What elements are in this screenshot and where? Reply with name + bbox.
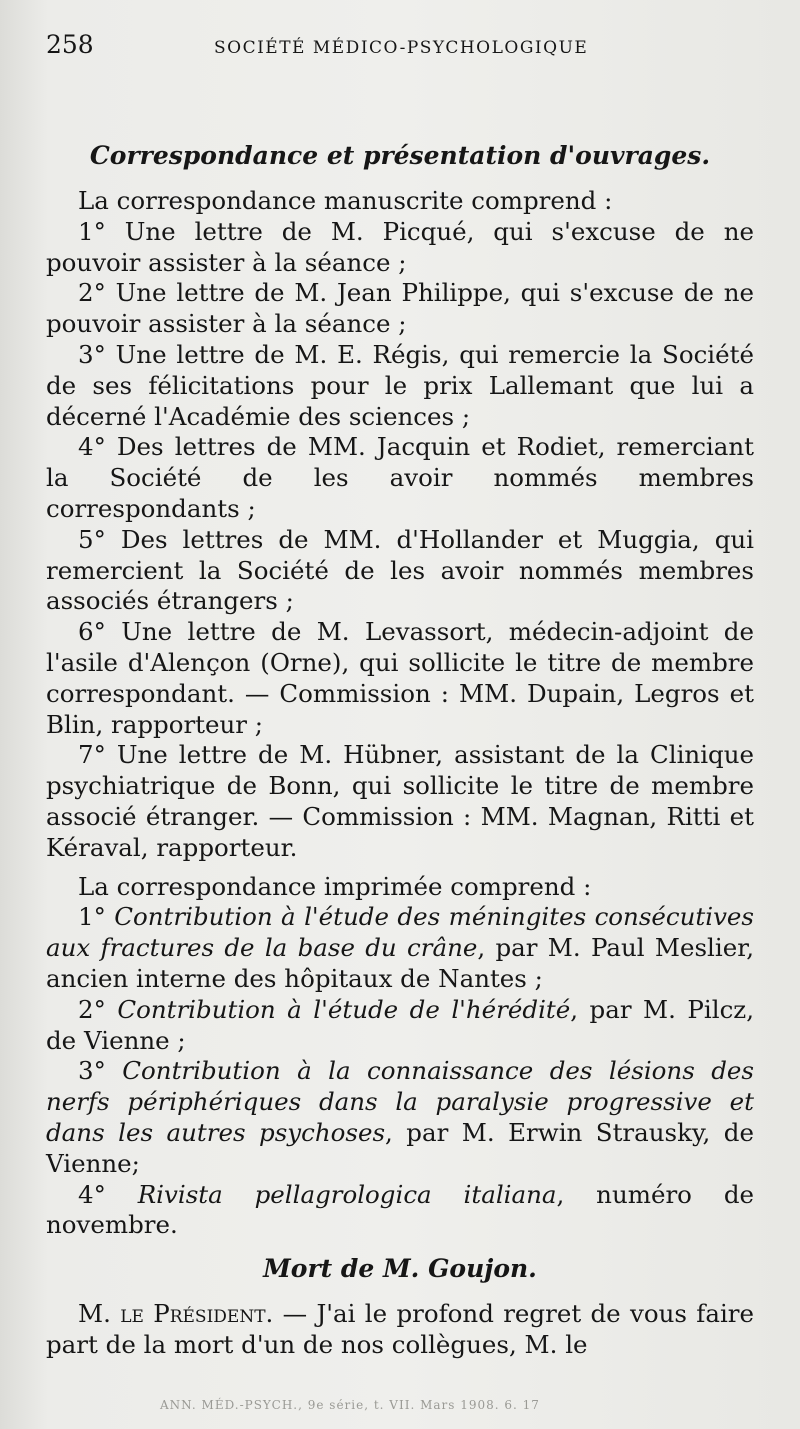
running-head — [46, 30, 754, 78]
section-heading-correspondance: Correspondance et présentation d'ouvrages. — [89, 141, 711, 170]
page-footer: ANN. MÉD.-PSYCH., 9e série, t. VII. Mars 1908. 6. 17 — [160, 1398, 540, 1412]
paragraph-intro-imprimee: La correspondance imprimée comprend : — [78, 871, 592, 901]
paragraph-president — [46, 1299, 754, 1361]
list-item — [46, 902, 754, 994]
list-item — [46, 1180, 754, 1242]
list-item: 2° Une lettre de M. Jean Philippe, qui s'excuse de ne pouvoir assister à la séance ; — [46, 278, 754, 339]
list-item — [46, 1056, 754, 1179]
list-item: 7° Une lettre de M. Hübner, assistant de la Clinique psychiatrique de Bonn, qui sollicite le titre de membre associé étranger. — Commission : MM. Magnan, Ritti et Kéraval, rapporteur. — [46, 740, 754, 862]
running-title: SOCIÉTÉ MÉDICO-PSYCHOLOGIQUE — [214, 38, 589, 58]
work-title: Contribution à la connaissance des lésions des nerfs périphériques dans la paralysie progressive et dans les autres psychoses — [46, 1056, 754, 1147]
paragraph-intro-manuscrite: La correspondance manuscrite comprend : — [78, 186, 613, 215]
list-item — [46, 995, 754, 1057]
item-number: 2° — [78, 994, 118, 1024]
work-author: , par M. Pilcz, de Vienne ; — [46, 994, 754, 1055]
speaker-label: M. le Président. — [78, 1299, 274, 1329]
list-item: 1° Une lettre de M. Picqué, qui s'excuse de ne pouvoir assister à la séance ; — [46, 216, 754, 277]
work-author: , par M. Paul Meslier, ancien interne des hôpitaux de Nantes ; — [46, 933, 755, 993]
item-number: 3° — [78, 1056, 123, 1086]
list-item: 4° Des lettres de MM. Jacquin et Rodiet, remerciant la Société de les avoir nommés membres correspondants ; — [46, 432, 754, 523]
work-author: , numéro de novembre. — [46, 1179, 754, 1240]
item-number: 1° — [78, 902, 115, 932]
list-item: 6° Une lettre de M. Levassort, médecin-adjoint de l'asile d'Alençon (Orne), qui sollicite le titre de membre correspondant. — Commission : MM. Dupain, Legros et Blin, rapporteur ; — [46, 617, 754, 739]
speech-text: — J'ai le profond regret de vous faire part de la mort d'un de nos collègues, M. le — [46, 1299, 754, 1359]
list-item: 3° Une lettre de M. E. Régis, qui remercie la Société de ses félicitations pour le prix Lallemant que lui a décerné l'Académie des sciences ; — [46, 339, 754, 431]
work-title: Contribution à l'étude de l'hérédité — [117, 994, 571, 1024]
page-number: 258 — [46, 30, 94, 59]
list-item: 5° Des lettres de MM. d'Hollander et Muggia, qui remercient la Société de les avoir nommés membres associés étrangers ; — [46, 524, 754, 616]
item-number: 4° — [78, 1179, 138, 1209]
work-title: Rivista pellagrologica italiana — [137, 1179, 557, 1209]
work-author: , par M. Erwin Strausky, de Vienne; — [46, 1117, 754, 1178]
section-heading-goujon: Mort de M. Goujon. — [263, 1254, 537, 1284]
work-title: Contribution à l'étude des méningites consécutives aux fractures de la base du crâne — [46, 902, 754, 963]
